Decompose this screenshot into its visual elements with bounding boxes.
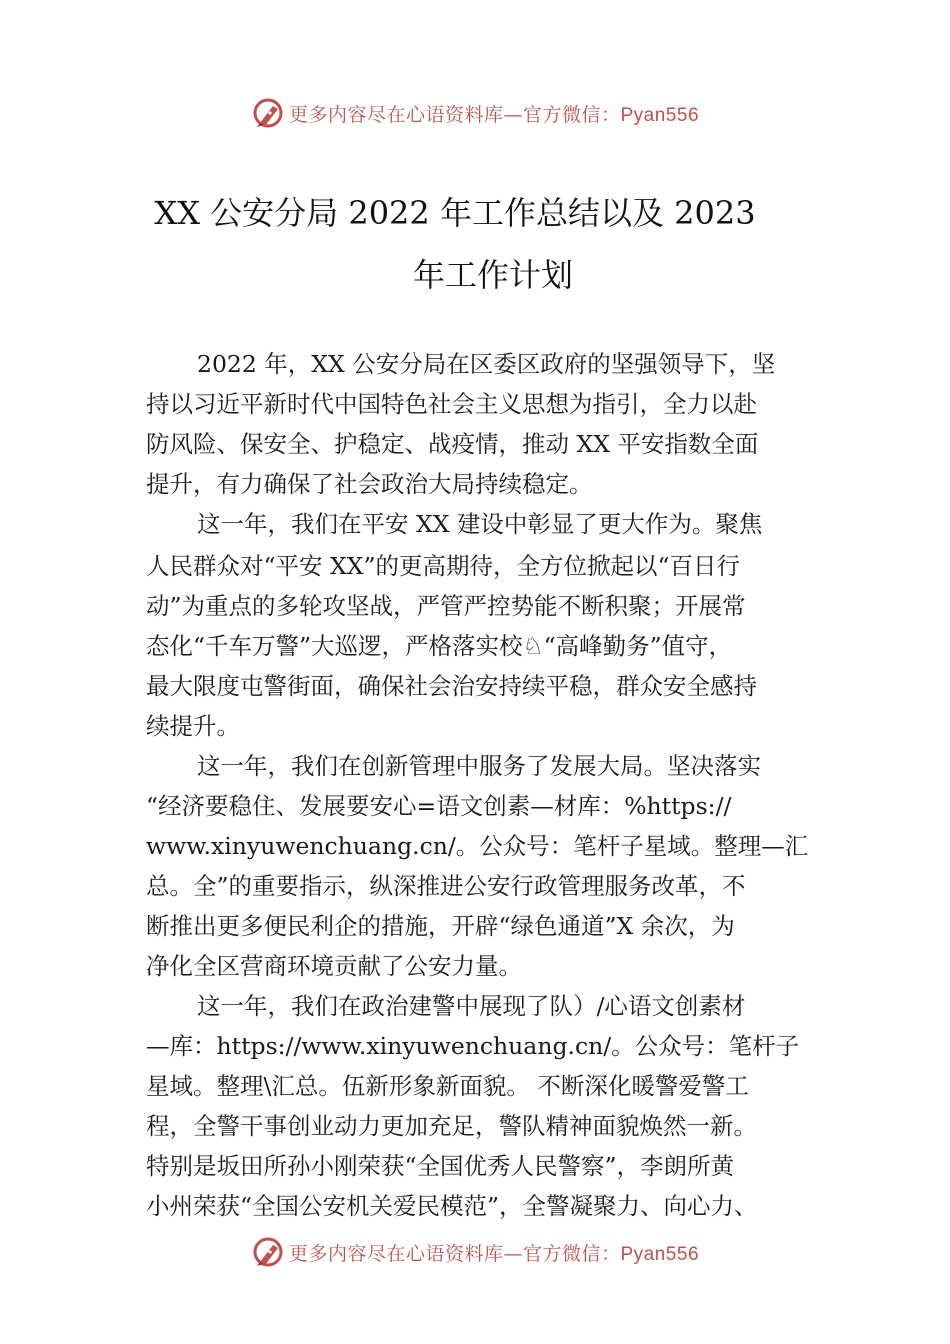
pen-nib-logo-icon: [251, 96, 285, 130]
paragraph-line: 总。全”的重要指示，纵深推进公安行政管理服务改革，不: [146, 872, 746, 900]
banner-text: 更多内容尽在心语资料库—官方微信：Pyan556: [288, 1242, 700, 1265]
paragraph-line: 这一年，我们在平安 XX 建设中彰显了更大作为。聚焦: [197, 510, 763, 538]
document-title-line-2: 年工作计划: [412, 256, 573, 294]
paragraph-line: 特别是坂田所孙小刚荣获“全国优秀人民警察”，李朗所黄: [146, 1152, 735, 1180]
wechat-handle: Pyan556: [620, 104, 700, 126]
paragraph-line: 2022 年，XX 公安分局在区委区政府的坚强领导下，坚: [197, 350, 776, 378]
pen-nib-logo-icon: [251, 1235, 285, 1269]
document-title-line-1: XX 公安分局 2022 年工作总结以及 2023: [154, 194, 756, 232]
paragraph-line: 最大限度屯警街面，确保社会治安持续平稳，群众安全感持: [146, 672, 757, 700]
paragraph-line: 提升，有力确保了社会政治大局持续稳定。: [146, 470, 593, 498]
paragraph-line: 小州荣获“全国公安机关爱民模范”，全警凝聚力、向心力、: [146, 1192, 758, 1220]
paragraph-line: “经济要稳住、发展要安心=语文创素—材库：%https://: [146, 792, 732, 820]
paragraph-line: 续提升。: [146, 712, 240, 740]
paragraph-line: 态化“千车万警”大巡逻，严格落实校♘“高峰勤务”值守，: [146, 632, 733, 660]
paragraph-line: 防风险、保安全、护稳定、战疫情，推动 XX 平安指数全面: [146, 430, 759, 458]
paragraph-line: 这一年，我们在创新管理中服务了发展大局。坚决落实: [197, 752, 761, 780]
paragraph-line: www.xinyuwenchuang.cn/。公众号：笔杆子星域。整理—汇: [146, 832, 809, 860]
paragraph-line: 净化全区营商环境贡献了公安力量。: [146, 952, 522, 980]
paragraph-line: 断推出更多便民利企的措施，开辟“绿色通道”X 余次，为: [146, 912, 735, 940]
paragraph-line: 动”为重点的多轮攻坚战，严管严控势能不断积聚；开展常: [146, 592, 746, 620]
paragraph-line: 程，全警干事创业动力更加充足，警队精神面貌焕然一新。: [146, 1112, 757, 1140]
paragraph-line: 星域。整理\汇总。伍新形象新面貌。 不断深化暖警爱警工: [146, 1072, 749, 1100]
footer-banner: [0, 1232, 950, 1272]
header-banner: [0, 93, 950, 133]
paragraph-line: 人民群众对“平安 XX”的更高期待，全方位掀起以“百日行: [146, 552, 740, 580]
wechat-handle: Pyan556: [620, 1243, 700, 1265]
banner-text: 更多内容尽在心语资料库—官方微信：Pyan556: [288, 103, 700, 126]
paragraph-line: —库：https://www.xinyuwenchuang.cn/。公众号：笔杆子: [146, 1032, 800, 1060]
paragraph-line: 持以习近平新时代中国特色社会主义思想为指引，全力以赴: [146, 390, 757, 418]
paragraph-line: 这一年，我们在政治建警中展现了队）/心语文创素材: [197, 992, 746, 1020]
